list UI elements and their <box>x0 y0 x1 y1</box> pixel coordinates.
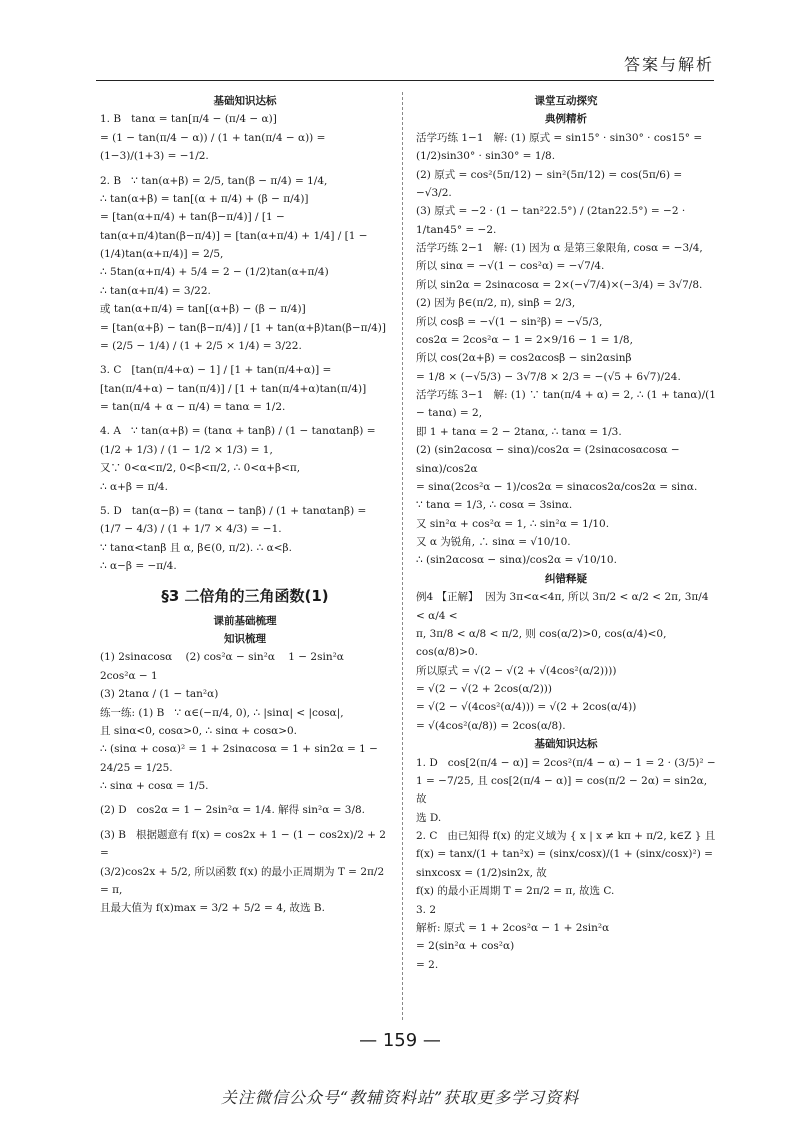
answer-line: 所以 cosβ = −√(1 − sin²β) = −√5/3, <box>416 315 603 328</box>
header-title: 答案与解析 <box>623 55 714 74</box>
answer-line: ∴ 5tan(α+π/4) + 5/4 = 2 − (1/2)tan(α+π/4) <box>100 266 329 279</box>
answer-line: = sinα(2cos²α − 1)/cos2α = sinαcos2α/cos2α = sinα. <box>416 480 698 493</box>
answer-line: 即 1 + tanα = 2 − 2tanα, ∴ tanα = 1/3. <box>416 425 622 438</box>
answer-line: = 2(sin²α + cos²α) <box>416 940 515 953</box>
answer-line: (1/2)sin30° · sin30° = 1/8. <box>416 150 556 163</box>
answer-line: 活学巧练 3−1 解: (1) ∵ tan(π/4 + α) = 2, ∴ (1 + tanα)/(1 − tanα) = 2, <box>416 389 720 420</box>
answer-line: 所以原式 = √(2 − √(2 + √(4cos²(α/2)))) <box>416 664 617 677</box>
answer-line: 又 sin²α + cos²α = 1, ∴ sin²α = 1/10. <box>416 517 610 530</box>
answer-line: (2) (sin2αcosα − sinα)/cos2α = (2sinαcosαcosα − sinα)/cos2α <box>416 444 684 475</box>
answer-line: ∴ tan(α+π/4) = 3/22. <box>100 284 211 297</box>
header-rule <box>96 80 714 81</box>
section-title-basic-knowledge-2: 基础知识达标 <box>534 738 598 751</box>
answer-line: (2) 原式 = cos²(5π/12) − sin²(5π/12) = cos(5π/6) = −√3/2. <box>416 168 686 199</box>
answer-line: = 1/8 × (−√5/3) − 3√7/8 × 2/3 = −(√5 + 6√7)/24. <box>416 370 681 383</box>
answer-line: (3) 2tanα / (1 − tan²α) <box>100 688 219 701</box>
answer-line: ∵ tanα = 1/3, ∴ cosα = 3sinα. <box>416 499 573 512</box>
right-column <box>416 92 720 974</box>
answer-line: 又∵ 0<α<π/2, 0<β<π/2, ∴ 0<α+β<π, <box>100 462 301 475</box>
footer-note: 关注微信公众号“教辅资料站”获取更多学习资料 <box>220 1088 580 1107</box>
answer-line: f(x) = tanx/(1 + tan²x) = (sinx/cosx)/(1 + (sinx/cosx)²) = sinxcosx = (1/2)sin2x, 故 <box>416 848 717 879</box>
page-header <box>0 0 800 82</box>
answer-line: 练一练: (1) B ∵ α∈(−π/4, 0), ∴ |sinα| < |cosα|, <box>100 706 344 719</box>
answer-line: ∴ sinα + cosα = 1/5. <box>100 780 209 792</box>
answer-line: = [tan(α+β) − tan(β−π/4)] / [1 + tan(α+β)tan(β−π/4)] = (2/5 − 1/4) / (1 + 2/5 × 1/4) = 3/22. <box>100 321 390 352</box>
answer-line: (2) D cos2α = 1 − 2sin²α = 1/4. 解得 sin²α = 3/8. <box>100 804 366 817</box>
answer-line: 3. 2 <box>416 903 437 916</box>
answer-line: ∵ tanα<tanβ 且 α, β∈(0, π/2). ∴ α<β. <box>100 541 292 554</box>
section-title-examples: 典例精析 <box>545 113 587 126</box>
answer-line: ∴ (sinα + cosα)² = 1 + 2sinαcosα = 1 + sin2α = 1 − 24/25 = 1/25. <box>100 743 382 774</box>
answer-line: 且最大值为 f(x)max = 3/2 + 5/2 = 4, 故选 B. <box>100 902 325 915</box>
section-title-basic-knowledge: 基础知识达标 <box>213 95 277 107</box>
chapter-title: §3 二倍角的三角函数(1) <box>161 587 329 606</box>
answer-line: ∴ tan(α+β) = tan[(α + π/4) + (β − π/4)] <box>100 192 309 205</box>
answer-line: = [tan(α+π/4) + tan(β−π/4)] / [1 − tan(α+π/4)tan(β−π/4)] = [tan(α+π/4) + 1/4] / [1 − (1/4)tan(α+π/4)] = 2/5, <box>100 211 371 260</box>
answer-line: 4. A ∵ tan(α+β) = (tanα + tanβ) / (1 − tanαtanβ) = (1/2 + 1/3) / (1 − 1/2 × 1/3) = 1, <box>100 425 379 456</box>
answer-line: 解析: 原式 = 1 + 2cos²α − 1 + 2sin²α <box>416 921 610 934</box>
answer-line: cos2α = 2cos²α − 1 = 2×9/16 − 1 = 1/8, <box>416 333 633 346</box>
answer-line: = √(4cos²(α/8)) = 2cos(α/8). <box>416 719 566 732</box>
answer-line: π, 3π/8 < α/8 < π/2, 则 cos(α/2)>0, cos(α/4)<0, cos(α/8)>0. <box>416 627 670 659</box>
answer-line: 1. B tanα = tan[π/4 − (π/4 − α)] <box>100 113 277 126</box>
answer-line: 所以 sinα = −√(1 − cos²α) = −√7/4. <box>416 260 605 273</box>
error-correction-block <box>416 588 716 735</box>
answer-line: (1) 2sinαcosα (2) cos²α − sin²α 1 − 2sin²α 2cos²α − 1 <box>100 651 358 682</box>
left-column <box>100 92 390 918</box>
answer-line: 2. B ∵ tan(α+β) = 2/5, tan(β − π/4) = 1/4, <box>100 174 328 187</box>
answers-block-1 <box>100 110 390 575</box>
answer-line: = (1 − tan(π/4 − α)) / (1 + tan(π/4 − α)) = (1−3)/(1+3) = −1/2. <box>100 131 329 163</box>
section-title-classroom: 课堂互动探究 <box>534 95 598 107</box>
answers-block-2 <box>100 648 390 917</box>
answer-line: 且 sinα<0, cosα>0, ∴ sinα + cosα>0. <box>100 724 298 737</box>
section-title-preview: 课前基础梳理 <box>213 614 277 627</box>
answer-line: 5. D tan(α−β) = (tanα − tanβ) / (1 + tanαtanβ) = (1/7 − 4/3) / (1 + 1/7 × 4/3) = −1. <box>100 504 370 536</box>
page-number: — 159 — <box>359 1030 441 1051</box>
answer-line: (3) B 根据题意有 f(x) = cos2x + 1 − (1 − cos2x)/2 + 2 = <box>100 828 390 860</box>
answer-line: ∴ (sin2αcosα − sinα)/cos2α = √10/10. <box>416 554 617 567</box>
answer-line: (2) 因为 β∈(π/2, π), sinβ = 2/3, <box>416 297 576 310</box>
answer-line: 例4 【正解】 因为 3π<α<4π, 所以 3π/2 < α/2 < 2π, 3π/4 < α/4 < <box>416 591 712 622</box>
answer-line: (3) 原式 = −2 · (1 − tan²22.5°) / (2tan22.5°) = −2 · 1/tan45° = −2. <box>416 205 689 236</box>
answer-line: 1 = −7/25, 且 cos[2(π/4 − α)] = cos(π/2 − 2α) = sin2α, 故 <box>416 774 711 806</box>
answer-line: f(x) 的最小正周期 T = 2π/2 = π, 故选 C. <box>416 885 615 898</box>
answer-line: 3. C [tan(π/4+α) − 1] / [1 + tan(π/4+α)] = [tan(π/4+α) − tan(π/4)] / [1 + tan(π/4+α)tan(π/4)] <box>100 364 367 395</box>
section-title-knowledge: 知识梳理 <box>224 633 266 645</box>
examples-block <box>416 129 720 570</box>
answer-line: 活学巧练 2−1 解: (1) 因为 α 是第三象限角, cosα = −3/4, <box>416 242 703 254</box>
answer-line: 1. D cos[2(π/4 − α)] = 2cos²(π/4 − α) − 1 = 2 · (3/5)² − <box>416 756 716 769</box>
answer-line: = 2. <box>416 958 439 971</box>
answer-line: 活学巧练 1−1 解: (1) 原式 = sin15° · sin30° · cos15° = <box>416 131 703 144</box>
answer-line: ∴ α−β = −π/4. <box>100 560 177 572</box>
answer-line: 选 D. <box>416 811 442 824</box>
answer-line: 又 α 为锐角, ∴ sinα = √10/10. <box>416 536 571 548</box>
answer-line: 或 tan(α+π/4) = tan[(α+β) − (β − π/4)] <box>100 303 306 316</box>
answers-block-3 <box>416 754 716 975</box>
section-title-error-correction: 纠错释疑 <box>545 572 587 585</box>
answer-line: = √(2 − √(2 + 2cos(α/2))) <box>416 683 552 695</box>
answer-line: 2. C 由已知得 f(x) 的定义域为 { x | x ≠ kπ + π/2, k∈Z } 且 <box>416 830 716 842</box>
answer-line: 所以 cos(2α+β) = cos2αcosβ − sin2αsinβ <box>416 352 632 365</box>
answer-line: ∴ α+β = π/4. <box>100 480 168 493</box>
answer-line: 所以 sin2α = 2sinαcosα = 2×(−√7/4)×(−3/4) = 3√7/8. <box>416 278 703 291</box>
answer-line: (3/2)cos2x + 5/2, 所以函数 f(x) 的最小正周期为 T = 2π/2 = π, <box>100 865 388 896</box>
column-divider <box>402 92 403 1020</box>
answer-line: = √(2 − √(4cos²(α/4))) = √(2 + 2cos(α/4)) <box>416 701 637 714</box>
answer-line: = tan(π/4 + α − π/4) = tanα = 1/2. <box>100 401 286 413</box>
